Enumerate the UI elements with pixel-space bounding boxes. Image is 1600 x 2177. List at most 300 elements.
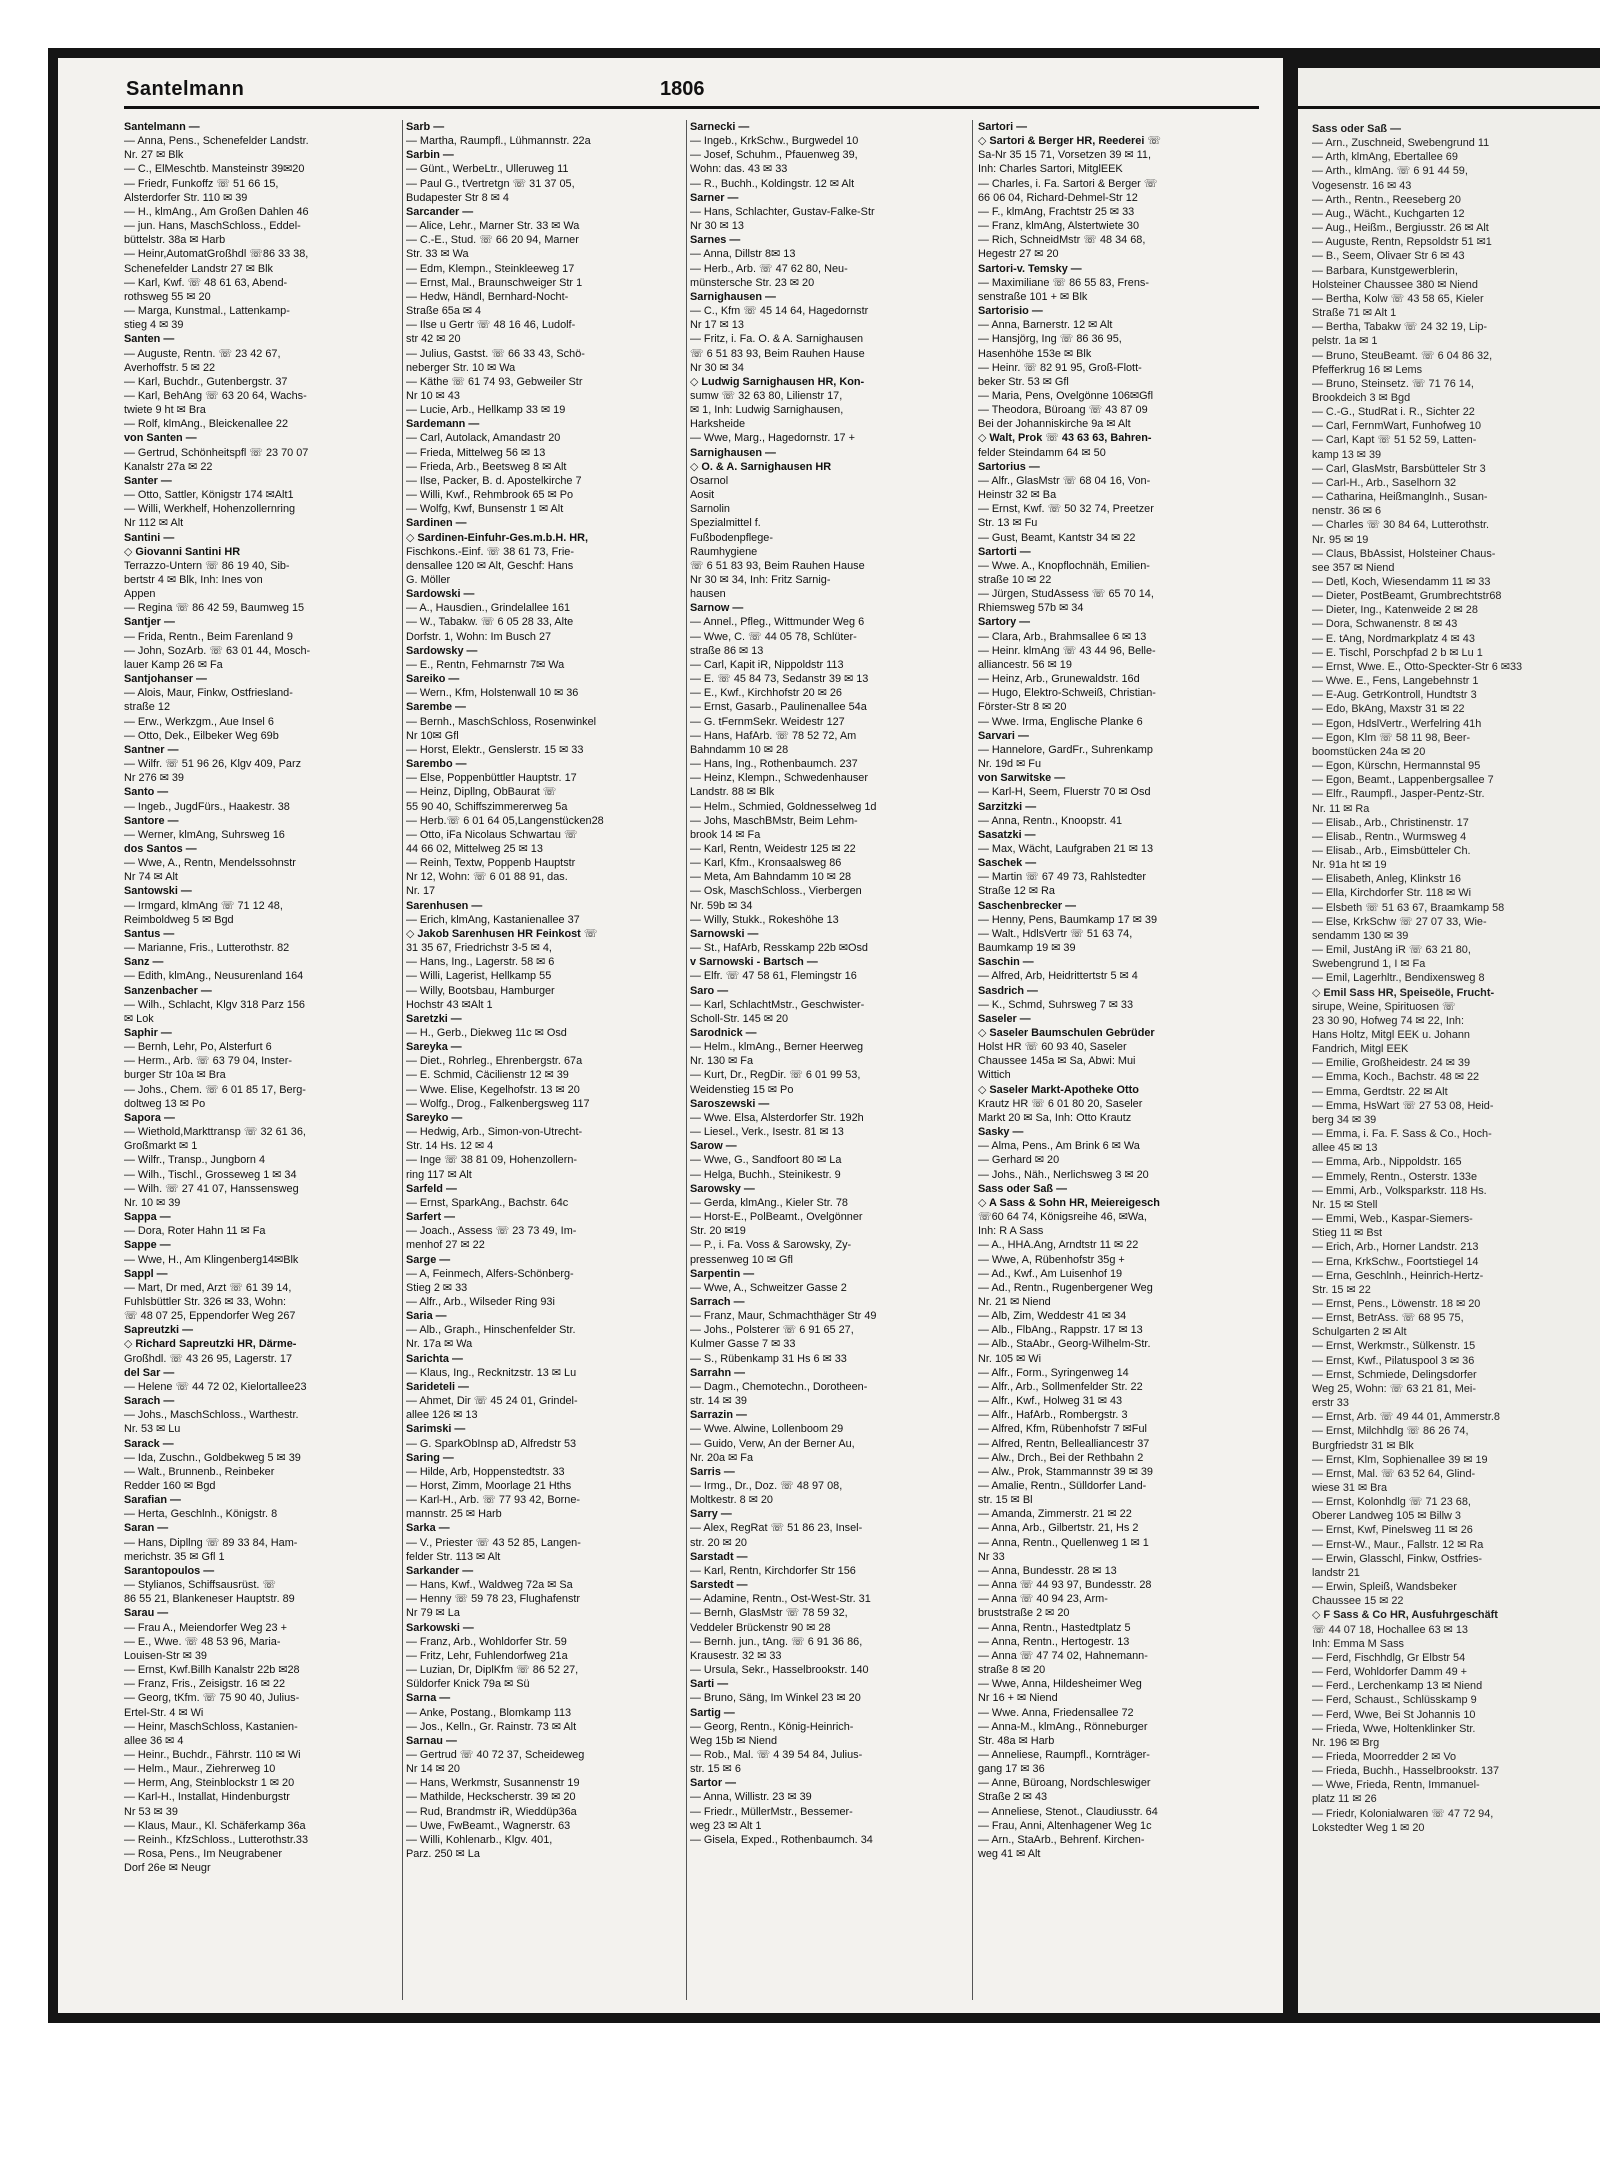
directory-entry-line: — Emmi, Arb., Volksparkstr. 118 Hs.: [1312, 1184, 1487, 1197]
directory-entry-line: — Marga, Kunstmal., Lattenkamp-: [124, 305, 290, 318]
directory-entry-line: — Amalie, Rentn., Sülldorfer Land-: [978, 1480, 1147, 1492]
directory-entry-line: Nr. 17: [406, 885, 436, 898]
directory-entry-line: felder Steindamm 64 ✉ 50: [978, 446, 1106, 459]
directory-entry-line: Sarkowski —: [406, 1621, 474, 1634]
directory-entry-line: — Alice, Lehr., Marner Str. 33 ✉ Wa: [406, 220, 580, 233]
directory-entry-line: Schulgarten 2 ✉ Alt: [1312, 1326, 1407, 1339]
directory-entry-line: — Horst-E., PolBeamt., Ovelgönner: [690, 1211, 863, 1224]
directory-entry-line: Schenefelder Landstr 27 ✉ Blk: [124, 262, 273, 275]
directory-entry-line: — Wwe, G., Sandfoort 80 ✉ La: [690, 1154, 842, 1167]
directory-entry-line: Sarnighausen —: [690, 290, 776, 303]
directory-entry-line: — Ernst, Arb. ☏ 49 44 01, Ammerstr.8: [1312, 1411, 1500, 1424]
directory-entry-line: — Charles ☏ 30 84 64, Lutterothstr.: [1312, 519, 1490, 532]
directory-entry-line: str 42 ✉ 20: [406, 333, 461, 346]
directory-listing-ad: ◇ Saseler Markt-Apotheke Otto: [978, 1083, 1139, 1096]
directory-entry-line: ✉ 1, Inh: Ludwig Sarnighausen,: [690, 404, 844, 417]
directory-entry-line: — Frieda, Buchh., Hasselbrookstr. 137: [1312, 1765, 1500, 1778]
directory-entry-line: Baumkamp 19 ✉ 39: [978, 942, 1076, 955]
directory-entry-line: Nr. 53 ✉ Lu: [124, 1423, 181, 1436]
directory-entry-line: — Bertha, Tabakw ☏ 24 32 19, Lip-: [1312, 321, 1488, 334]
directory-entry-line: — Anna, Barnerstr. 12 ✉ Alt: [978, 319, 1113, 332]
directory-entry-line: — Erich, Arb., Horner Landstr. 213: [1312, 1241, 1479, 1254]
directory-entry-line: — Alfr., Arb., Sollmenfelder Str. 22: [978, 1380, 1143, 1393]
directory-entry-line: — Karl, SchlachtMstr., Geschwister-: [690, 998, 865, 1011]
directory-entry-line: — Alfr., Kwf., Holweg 31 ✉ 43: [978, 1395, 1123, 1408]
directory-entry-line: Santore —: [124, 814, 179, 827]
directory-entry-line: — Anneliese, Stenot., Claudiusstr. 64: [978, 1805, 1158, 1818]
directory-entry-line: Saschin —: [978, 956, 1034, 969]
directory-entry-line: — Georg, tKfm. ☏ 75 90 40, Julius-: [124, 1692, 300, 1705]
directory-entry-line: Oberer Landweg 105 ✉ Billw 3: [1312, 1510, 1461, 1523]
directory-entry-line: Sarichta —: [406, 1352, 463, 1365]
directory-listing-ad: ◇ Saseler Baumschulen Gebrüder: [978, 1027, 1155, 1039]
directory-entry-line: Saro —: [690, 984, 729, 997]
directory-entry-line: — Wolfg, Kwf, Bunsenstr 1 ✉ Alt: [406, 503, 564, 516]
directory-entry-line: — Clara, Arb., Brahmsallee 6 ✉ 13: [978, 630, 1147, 643]
directory-entry-line: — Bernh. jun., tAng. ☏ 6 91 36 86,: [690, 1635, 863, 1648]
directory-entry-line: Saring —: [406, 1451, 454, 1464]
directory-entry-line: Nr 79 ✉ La: [406, 1607, 460, 1620]
directory-entry-line: mannstr. 25 ✉ Harb: [406, 1508, 502, 1521]
directory-entry-line: Lokstedter Weg 1 ✉ 20: [1312, 1821, 1425, 1834]
directory-entry-line: — Henny ☏ 59 78 23, Flughafenstr: [406, 1593, 581, 1606]
directory-entry-line: — Josef, Schuhm., Pfauenweg 39,: [690, 149, 858, 162]
directory-entry-line: — Karl, Rentn, Weidestr 125 ✉ 22: [690, 842, 856, 855]
directory-entry-line: — Annel., Pfleg., Wittmunder Weg 6: [690, 616, 865, 629]
directory-entry-line: — Aug., Heißm., Bergiusstr. 26 ✉ Alt: [1312, 222, 1489, 235]
directory-entry-line: bruststraße 2 ✉ 20: [978, 1607, 1070, 1620]
directory-entry-line: ☏ 6 51 83 93, Beim Rauhen Hause: [690, 347, 865, 360]
directory-entry-line: — Gertrud, Schönheitspfl ☏ 23 70 07: [124, 446, 309, 459]
directory-entry-line: — Wern., Kfm, Holstenwall 10 ✉ 36: [406, 687, 579, 700]
directory-entry-line: Süldorfer Knick 79a ✉ Sü: [406, 1678, 530, 1691]
directory-entry-line: Sarka —: [406, 1522, 450, 1535]
directory-entry-line: — Alb., FlbAng., Rappstr. 17 ✉ 13: [978, 1324, 1143, 1337]
directory-entry-line: — Dora, Roter Hahn 11 ✉ Fa: [124, 1225, 266, 1238]
directory-entry-line: — Ernst, Werkmstr., Sülkenstr. 15: [1312, 1340, 1476, 1353]
directory-entry-line: — Wwe, A, Rübenhofstr 35g +: [978, 1253, 1125, 1266]
directory-entry-line: Nr 14 ✉ 20: [406, 1763, 460, 1776]
directory-entry-line: — Karl-H., Installat, Hindenburgstr: [124, 1791, 290, 1804]
directory-entry-line: — W., Tabakw. ☏ 6 05 28 33, Alte: [406, 616, 574, 629]
directory-entry-line: Sarpentin —: [690, 1267, 755, 1280]
directory-entry-line: — Paul G., tVertretgn ☏ 31 37 05,: [406, 177, 575, 190]
directory-entry-line: — Wwe. E., Fens, Langebehnstr 1: [1312, 675, 1479, 688]
directory-entry-line: Ertel-Str. 4 ✉ Wi: [124, 1706, 204, 1719]
directory-entry-line: — Anna, Bundesstr. 28 ✉ 13: [978, 1564, 1117, 1577]
directory-entry-line: Nr 33: [978, 1550, 1005, 1563]
directory-entry-line: — Erna, Geschlnh., Heinrich-Hertz-: [1312, 1269, 1484, 1282]
directory-entry-line: Str. 15 ✉ 22: [1312, 1283, 1371, 1296]
directory-entry-line: — Auguste, Rentn. ☏ 23 42 67,: [124, 347, 281, 360]
directory-entry-line: — Elisab., Arb., Eimsbütteler Ch.: [1312, 844, 1471, 857]
directory-entry-line: Scholl-Str. 145 ✉ 20: [690, 1012, 789, 1025]
directory-entry-line: — Dora, Schwanenstr. 8 ✉ 43: [1312, 618, 1458, 631]
directory-entry-line: — Anna, Rentn., Knoopstr. 41: [978, 814, 1123, 827]
directory-entry-line: — Egon, Beamt., Lappenbergsallee 7: [1312, 774, 1494, 787]
directory-entry-line: Sartorius —: [978, 460, 1040, 473]
directory-entry-line: — Ernst, Kolonhdlg ☏ 71 23 68,: [1312, 1496, 1471, 1509]
directory-entry-line: Spezialmittel f.: [690, 517, 761, 530]
directory-entry-line: brook 14 ✉ Fa: [690, 828, 761, 841]
directory-entry-line: Hochstr 43 ✉Alt 1: [406, 998, 493, 1011]
directory-entry-line: Nr. 95 ✉ 19: [1312, 533, 1369, 546]
directory-entry-line: — Erna, KrkSchw., Foortstiegel 14: [1312, 1255, 1479, 1268]
directory-entry-line: — Ernst, Schmiede, Delingsdorfer: [1312, 1368, 1477, 1381]
directory-entry-line: — Wilh., Schlacht, Klgv 318 Parz 156: [124, 998, 305, 1011]
directory-entry-line: Sarfert —: [406, 1211, 456, 1224]
directory-entry-line: — Wwe, H., Am Klingenberg14✉Blk: [124, 1253, 299, 1266]
directory-entry-line: — Bernh, GlasMstr ☏ 78 59 32,: [690, 1607, 848, 1620]
directory-entry-line: — John, SozArb. ☏ 63 01 44, Mosch-: [124, 644, 311, 657]
directory-entry-line: — Regina ☏ 86 42 59, Baumweg 15: [124, 602, 305, 615]
directory-listing-ad: ◇ Sardinen-Einfuhr-Ges.m.b.H. HR,: [406, 531, 589, 544]
directory-entry-line: — Wilfr., Transp., Jungborn 4: [124, 1154, 266, 1167]
directory-entry-line: — Willi, Lagerist, Hellkamp 55: [406, 970, 552, 983]
adjacent-header-rule: [1298, 106, 1600, 109]
directory-entry-line: — Heinz, Arb., Grunewaldstr. 16d: [978, 673, 1140, 686]
adjacent-page: [1298, 68, 1600, 2013]
directory-listing-ad: ◇ Richard Sapreutzki HR, Därme-: [124, 1338, 297, 1351]
directory-entry-line: 66 06 04, Richard-Dehmel-Str 12: [978, 191, 1138, 204]
directory-entry-line: — Dieter, Ing., Katenweide 2 ✉ 28: [1312, 604, 1478, 617]
directory-entry-line: Nr. 27 ✉ Blk: [124, 149, 184, 162]
directory-entry-line: senstraße 101 + ✉ Blk: [978, 290, 1088, 303]
directory-entry-line: Sarrahn —: [690, 1366, 746, 1379]
directory-entry-line: Sarow —: [690, 1140, 737, 1153]
directory-entry-line: — Emil, Lagerhltr., Bendixensweg 8: [1312, 972, 1485, 985]
directory-entry-line: Sarack —: [124, 1437, 174, 1450]
directory-entry-line: — Diet., Rohrleg., Ehrenbergstr. 67a: [406, 1055, 583, 1068]
directory-entry-line: — Franz, Maur, Schmachthäger Str 49: [690, 1310, 877, 1323]
directory-entry-line: — E-Aug. GetrKontroll, Hundtstr 3: [1312, 689, 1477, 702]
directory-entry-line: — Hans, Dipllng ☏ 89 33 84, Ham-: [124, 1536, 298, 1549]
directory-entry-line: — Dieter, PostBeamt, Grumbrechtstr68: [1312, 590, 1502, 603]
directory-entry-line: Wohn: das. 43 ✉ 33: [690, 163, 788, 176]
directory-entry-line: — Ernst, Mal., Braunschweiger Str 1: [406, 276, 583, 289]
directory-entry-line: — Franz, Arb., Wohldorfer Str. 59: [406, 1635, 567, 1648]
directory-entry-line: — H., Gerb., Diekweg 11c ✉ Osd: [406, 1027, 567, 1039]
directory-entry-line: — Hugo, Elektro-Schweiß, Christian-: [978, 687, 1156, 700]
directory-entry-line: — A., HHA.Ang, Arndtstr 11 ✉ 22: [978, 1239, 1139, 1252]
directory-entry-line: — Willi, Werkhelf, Hohenzollernring: [124, 503, 296, 516]
directory-entry-line: — Otto, Dek., Eilbeker Weg 69b: [124, 729, 279, 742]
directory-entry-line: Straße 2 ✉ 43: [978, 1791, 1048, 1804]
directory-entry-line: — Ella, Kirchdorfer Str. 118 ✉ Wi: [1312, 887, 1472, 900]
directory-entry-line: sendamm 130 ✉ 39: [1312, 929, 1409, 942]
directory-entry-line: — V., Priester ☏ 43 52 85, Langen-: [406, 1536, 581, 1549]
directory-entry-line: Sarantopoulos —: [124, 1564, 215, 1577]
directory-entry-line: — Wwe. Elsa, Alsterdorfer Str. 192h: [690, 1111, 864, 1124]
directory-entry-line: Averhoffstr. 5 ✉ 22: [124, 361, 216, 374]
directory-entry-line: Saretzki —: [406, 1012, 462, 1025]
directory-entry-line: — Egon, HdslVertr., Werfelring 41h: [1312, 717, 1482, 730]
directory-entry-line: — Herm, Ang, Steinblockstr 1 ✉ 20: [124, 1777, 295, 1790]
directory-entry-line: — Alfred, Kfm, Rübenhofstr 7 ✉Ful: [978, 1423, 1147, 1436]
directory-entry-line: — Ernst-W., Maur., Fallstr. 12 ✉ Ra: [1312, 1538, 1484, 1551]
directory-entry-line: Nr. 21 ✉ Niend: [978, 1295, 1051, 1308]
directory-entry-line: Santus —: [124, 927, 175, 940]
directory-entry-line: — Karl, Kfm., Kronsaalsweg 86: [690, 857, 842, 870]
directory-entry-line: — Emma, Gerdtstr. 22 ✉ Alt: [1312, 1085, 1448, 1098]
directory-entry-line: — Edm, Klempn., Steinkleeweg 17: [406, 262, 575, 275]
directory-entry-line: Sartorisio —: [978, 305, 1043, 318]
directory-entry-line: Str. 14 Hs. 12 ✉ 4: [406, 1140, 494, 1153]
directory-entry-line: — Anna, Willistr. 23 ✉ 39: [690, 1791, 812, 1804]
directory-entry-line: — Meta, Am Bahndamm 10 ✉ 28: [690, 871, 852, 884]
directory-entry-line: — Heinr. ☏ 82 91 95, Groß-Flott-: [978, 361, 1142, 374]
directory-entry-line: Nr. 17a ✉ Wa: [406, 1338, 473, 1351]
directory-entry-line: Santo —: [124, 786, 169, 799]
directory-entry-line: Santowski —: [124, 885, 192, 898]
directory-entry-line: Sartory —: [978, 616, 1031, 629]
directory-entry-line: — Irmg., Dr., Doz. ☏ 48 97 08,: [690, 1480, 843, 1492]
directory-entry-line: Santner —: [124, 743, 179, 756]
directory-entry-line: — Adamine, Rentn., Ost-West-Str. 31: [690, 1593, 871, 1606]
directory-entry-line: Sardowski —: [406, 588, 475, 601]
directory-entry-line: — Walt., HdlsVertr ☏ 51 63 74,: [978, 927, 1133, 940]
directory-entry-line: 44 66 02, Mittelweg 25 ✉ 13: [406, 842, 543, 855]
directory-entry-line: Holst HR ☏ 60 93 40, Saseler: [978, 1041, 1127, 1054]
directory-entry-line: — Egon, Klm ☏ 58 11 98, Beer-: [1312, 731, 1471, 744]
directory-entry-line: Sasatzki —: [978, 828, 1036, 841]
directory-entry-line: Santen —: [124, 333, 175, 346]
directory-entry-line: — Emma, HsWart ☏ 27 53 08, Heid-: [1312, 1099, 1494, 1112]
directory-entry-line: Chaussee 15 ✉ 22: [1312, 1595, 1404, 1608]
directory-entry-line: Saria —: [406, 1310, 447, 1323]
directory-entry-line: — Egon, Kürschn, Hermannstal 95: [1312, 760, 1481, 773]
directory-entry-line: Sartor —: [690, 1777, 736, 1790]
directory-entry-line: Sarnau —: [406, 1734, 457, 1747]
directory-entry-line: — Wwe, A., Rentn, Mendelssohnstr: [124, 857, 296, 870]
directory-entry-line: del Sar —: [124, 1366, 175, 1379]
directory-entry-line: — Hilde, Arb, Hoppenstedtstr. 33: [406, 1465, 565, 1478]
directory-listing-ad: ◇ A Sass & Sohn HR, Meiereigesch: [978, 1196, 1160, 1209]
directory-entry-line: ring 117 ✉ Alt: [406, 1168, 472, 1181]
directory-entry-line: — Ursula, Sekr., Hasselbrookstr. 140: [690, 1664, 869, 1677]
directory-entry-line: — Theodora, Büroang ☏ 43 87 09: [978, 404, 1148, 417]
directory-entry-line: Kulmer Gasse 7 ✉ 33: [690, 1338, 796, 1351]
directory-entry-line: — A, Feinmech, Alfers-Schönberg-: [406, 1267, 574, 1280]
directory-entry-line: — Elfr., Raumpfl., Jasper-Pentz-Str.: [1312, 788, 1485, 801]
directory-entry-line: — Bernh., MaschSchloss, Rosenwinkel: [406, 715, 597, 728]
directory-entry-line: — Reinh., KfzSchloss., Lutterothstr.33: [124, 1833, 309, 1846]
directory-entry-line: — Erwin, Glasschl, Finkw, Ostfries-: [1312, 1552, 1483, 1565]
directory-entry-line: — Amanda, Zimmerstr. 21 ✉ 22: [978, 1508, 1132, 1521]
directory-entry-line: Sanzenbacher —: [124, 984, 212, 997]
directory-entry-line: Sasky —: [978, 1126, 1024, 1139]
directory-entry-line: allee 126 ✉ 13: [406, 1409, 478, 1422]
directory-entry-line: Bahndamm 10 ✉ 28: [690, 743, 789, 756]
directory-entry-line: Osarnol: [690, 474, 729, 487]
directory-entry-line: Sarti —: [690, 1678, 729, 1691]
directory-entry-line: Sardowsky —: [406, 644, 478, 657]
directory-entry-line: Sarrach —: [690, 1295, 745, 1308]
directory-entry-line: Sarimski —: [406, 1423, 466, 1436]
directory-entry-line: Sarnolin: [690, 503, 730, 516]
directory-entry-line: Sarry —: [690, 1508, 732, 1521]
directory-entry-line: — Wilh. ☏ 27 41 07, Hanssensweg: [124, 1182, 299, 1195]
directory-entry-line: Krautz HR ☏ 6 01 80 20, Saseler: [978, 1097, 1143, 1110]
directory-entry-line: — Ernst, Mal. ☏ 63 52 64, Glind-: [1312, 1467, 1476, 1480]
directory-entry-line: — Alb, Zim, Weddestr 41 ✉ 34: [978, 1310, 1127, 1323]
directory-entry-line: — Wwe. Alwine, Lollenboom 29: [690, 1423, 844, 1436]
directory-entry-line: Sarstadt —: [690, 1550, 748, 1563]
directory-entry-line: merichstr. 35 ✉ Gfl 1: [124, 1550, 225, 1563]
directory-entry-line: — Franz, Fris., Zeisigstr. 16 ✉ 22: [124, 1678, 286, 1691]
directory-entry-line: Sarach —: [124, 1395, 175, 1408]
directory-entry-line: Str. 13 ✉ Fu: [978, 517, 1038, 530]
directory-entry-line: — Helm., Maur., Ziehrerweg 10: [124, 1763, 276, 1776]
directory-entry-line: Stieg 11 ✉ Bst: [1312, 1227, 1383, 1240]
directory-entry-line: — Luzian, Dr, DiplKfm ☏ 86 52 27,: [406, 1664, 579, 1677]
directory-entry-line: Brookdeich 3 ✉ Bgd: [1312, 391, 1411, 404]
directory-entry-line: stieg 4 ✉ 39: [124, 319, 184, 332]
directory-entry-line: — Elisabeth, Anleg, Klinkstr 16: [1312, 873, 1461, 886]
directory-entry-line: Rhiemsweg 57b ✉ 34: [978, 602, 1084, 615]
directory-entry-line: Sappl —: [124, 1267, 168, 1280]
directory-entry-line: — G. SparkObInsp aD, Alfredstr 53: [406, 1437, 577, 1450]
directory-entry-line: — Johs., MaschSchloss., Warthestr.: [124, 1409, 299, 1422]
directory-entry-line: Dorf 26e ✉ Neugr: [124, 1862, 211, 1875]
directory-entry-line: — Emma, i. Fa. F. Sass & Co., Hoch-: [1312, 1128, 1492, 1141]
directory-entry-line: — E. ☏ 45 84 73, Sedanstr 39 ✉ 13: [690, 673, 869, 686]
directory-entry-line: — Auguste, Rentn, Repsoldstr 51 ✉1: [1312, 236, 1492, 249]
directory-entry-line: — Wwe, C. ☏ 44 05 78, Schlüter-: [690, 630, 857, 643]
directory-entry-line: — Emil, JustAng iR ☏ 63 21 80,: [1312, 944, 1471, 957]
directory-entry-line: Sarenhusen —: [406, 899, 483, 912]
directory-entry-line: — Anna, Dillstr 8✉ 13: [690, 248, 796, 261]
directory-entry-line: Aosit: [690, 489, 715, 502]
directory-entry-line: Sarnes —: [690, 234, 741, 247]
directory-entry-line: Straße 65a ✉ 4: [406, 305, 482, 318]
directory-entry-line: Nr 10 ✉ 43: [406, 389, 460, 402]
scan-margin: [0, 0, 48, 2177]
directory-entry-line: boomstücken 24a ✉ 20: [1312, 745, 1426, 758]
directory-entry-line: — Henny, Pens, Baumkamp 17 ✉ 39: [978, 913, 1158, 926]
directory-entry-line: — Heinr. klmAng ☏ 43 44 96, Belle-: [978, 644, 1156, 657]
directory-entry-line: Nr. 11 ✉ Ra: [1312, 802, 1370, 815]
directory-entry-line: — Alma, Pens., Am Brink 6 ✉ Wa: [978, 1140, 1140, 1153]
directory-entry-line: — Wwe. Irma, Englische Planke 6: [978, 715, 1143, 728]
directory-entry-line: Nr. 91a ht ✉ 19: [1312, 859, 1387, 872]
directory-entry-line: Santer —: [124, 474, 172, 487]
directory-entry-line: — Karl-H, Seem, Fluerstr 70 ✉ Osd: [978, 786, 1151, 799]
directory-entry-line: — Erw., Werkzgm., Aue Insel 6: [124, 715, 274, 728]
directory-entry-line: — Ernst, Gasarb., Paulinenallee 54a: [690, 701, 867, 714]
directory-entry-line: — Carl, Kapit iR, Nippoldstr 113: [690, 658, 844, 671]
directory-entry-line: Heinstr 32 ✉ Ba: [978, 489, 1057, 502]
directory-entry-line: Stieg 2 ✉ 33: [406, 1281, 468, 1294]
directory-entry-line: Louisen-Str ✉ 39: [124, 1649, 207, 1662]
directory-entry-line: Reimboldweg 5 ✉ Bgd: [124, 913, 234, 926]
directory-entry-line: Sarnow —: [690, 602, 744, 615]
directory-entry-line: — Carl, Kapt ☏ 51 52 59, Latten-: [1312, 434, 1477, 447]
directory-entry-line: münstersche Str. 23 ✉ 20: [690, 276, 815, 289]
directory-entry-line: Nr 10✉ Gfl: [406, 729, 459, 742]
directory-entry-line: — Frau A., Meiendorfer Weg 23 +: [124, 1621, 287, 1634]
directory-entry-line: — Max, Wächt, Laufgraben 21 ✉ 13: [978, 842, 1153, 855]
directory-entry-line: — Wwe, Frieda, Rentn, Immanuel-: [1312, 1779, 1480, 1792]
directory-entry-line: — Jos., Kelln., Gr. Rainstr. 73 ✉ Alt: [406, 1720, 577, 1733]
directory-entry-line: Hans Holtz, Mitgl EEK u. Johann: [1312, 1029, 1470, 1041]
directory-entry-line: Sarris —: [690, 1465, 735, 1478]
directory-entry-line: sirupe, Weine, Spirituosen ☏: [1312, 1000, 1456, 1013]
directory-entry-line: menhof 27 ✉ 22: [406, 1239, 485, 1252]
directory-entry-line: Nr 30 ✉ 34: [690, 361, 744, 374]
directory-entry-line: — Heinz, Dipllng, ObBaurat ☏: [406, 786, 557, 799]
directory-entry-line: — Ernst, Kwf., Pilatuspool 3 ✉ 36: [1312, 1354, 1475, 1367]
directory-entry-line: Kanalstr 27a ✉ 22: [124, 460, 213, 473]
directory-entry-line: Hegestr 27 ✉ 20: [978, 248, 1059, 261]
directory-entry-line: Markt 20 ✉ Sa, Inh: Otto Krautz: [978, 1111, 1132, 1124]
directory-entry-line: — Frieda, Moorredder 2 ✉ Vo: [1312, 1750, 1457, 1763]
directory-entry-line: Hasenhöhe 153e ✉ Blk: [978, 347, 1092, 360]
directory-entry-line: — Martin ☏ 67 49 73, Rahlstedter: [978, 871, 1146, 884]
directory-entry-line: Saroszewski —: [690, 1097, 770, 1110]
directory-entry-line: — H., klmAng., Am Großen Dahlen 46: [124, 205, 309, 218]
directory-entry-line: — Claus, BbAssist, Holsteiner Chaus-: [1312, 547, 1496, 560]
directory-entry-line: büttelstr. 38a ✉ Harb: [124, 234, 226, 247]
directory-entry-line: — Herm., Arb. ☏ 63 79 04, Inster-: [124, 1055, 292, 1068]
directory-entry-line: — Hansjörg, Ing ☏ 86 36 95,: [978, 333, 1122, 346]
directory-entry-line: str. 20 ✉ 20: [690, 1536, 747, 1549]
directory-entry-line: — Hedwig, Arb., Simon-von-Utrecht-: [406, 1126, 583, 1139]
directory-entry-line: allee 36 ✉ 4: [124, 1734, 184, 1747]
directory-entry-line: Nr. 105 ✉ Wi: [978, 1352, 1041, 1365]
directory-entry-line: — Frida, Rentn., Beim Farenland 9: [124, 630, 293, 643]
directory-entry-line: — Johs., Chem. ☏ 6 01 85 17, Berg-: [124, 1083, 306, 1096]
directory-entry-line: bertstr 4 ✉ Blk, Inh: Ines von: [124, 574, 263, 586]
directory-entry-line: Sarvari —: [978, 729, 1029, 742]
directory-entry-line: — Carl-H., Arb., Saselhorn 32: [1312, 476, 1457, 489]
directory-entry-line: Harksheide: [690, 418, 746, 431]
directory-entry-line: — Karl, Buchdr., Gutenbergstr. 37: [124, 375, 288, 388]
directory-entry-line: see 357 ✉ Niend: [1312, 561, 1395, 574]
directory-entry-line: 86 55 21, Blankeneser Hauptstr. 89: [124, 1593, 295, 1606]
directory-entry-line: straße 12: [124, 701, 171, 714]
directory-listing-ad: ◇ Giovanni Santini HR: [124, 545, 241, 558]
directory-entry-line: — Anna, Arb., Gilbertstr. 21, Hs 2: [978, 1522, 1139, 1535]
directory-entry-line: twiete 9 ht ✉ Bra: [124, 404, 206, 417]
directory-entry-line: Chaussee 145a ✉ Sa, Abwi: Mui: [978, 1055, 1136, 1068]
directory-entry-line: — A., Hausdien., Grindelallee 161: [406, 602, 571, 615]
directory-entry-line: Straße 71 ✉ Alt 1: [1312, 307, 1397, 320]
directory-entry-line: — Alfr., GlasMstr ☏ 68 04 16, Von-: [978, 474, 1151, 487]
directory-entry-line: — Jürgen, StudAssess ☏ 65 70 14,: [978, 588, 1154, 601]
column-divider: [402, 120, 403, 2000]
directory-entry-line: — Wilh., Tischl., Grosseweg 1 ✉ 34: [124, 1168, 297, 1181]
directory-entry-line: — Ferd, Wohldorfer Damm 49 +: [1312, 1666, 1468, 1679]
directory-entry-line: Sarnecki —: [690, 121, 750, 133]
directory-entry-line: Nr 30 ✉ 34, Inh: Fritz Sarnig-: [690, 574, 831, 586]
directory-entry-line: — Catharina, Heißmanglnh., Susan-: [1312, 491, 1488, 504]
directory-entry-line: — Ingeb., KrkSchw., Burgwedel 10: [690, 135, 859, 148]
directory-entry-line: Sareyka —: [406, 1041, 462, 1054]
directory-entry-line: ✉ Lok: [124, 1012, 154, 1025]
directory-entry-line: — P., i. Fa. Voss & Sarowsky, Zy-: [690, 1239, 852, 1252]
directory-entry-line: — Karl-H., Arb. ☏ 77 93 42, Borne-: [406, 1494, 581, 1507]
directory-entry-line: — C.-G., StudRat i. R., Sichter 22: [1312, 406, 1475, 419]
directory-entry-line: Sasdrich —: [978, 984, 1038, 997]
directory-entry-line: — Alfr., HafArb., Rombergstr. 3: [978, 1409, 1128, 1422]
directory-entry-line: Veddeler Brückenstr 90 ✉ 28: [690, 1621, 831, 1634]
directory-entry-line: — Arn., Zuschneid, Swebengrund 11: [1312, 137, 1490, 150]
column-divider: [972, 120, 973, 2000]
directory-entry-line: — Edo, BkAng, Maxstr 31 ✉ 22: [1312, 703, 1465, 716]
directory-entry-line: — Johs., Polsterer ☏ 6 91 65 27,: [690, 1324, 854, 1337]
directory-entry-line: — Karl, Rentn, Kirchdorfer Str 156: [690, 1564, 856, 1577]
